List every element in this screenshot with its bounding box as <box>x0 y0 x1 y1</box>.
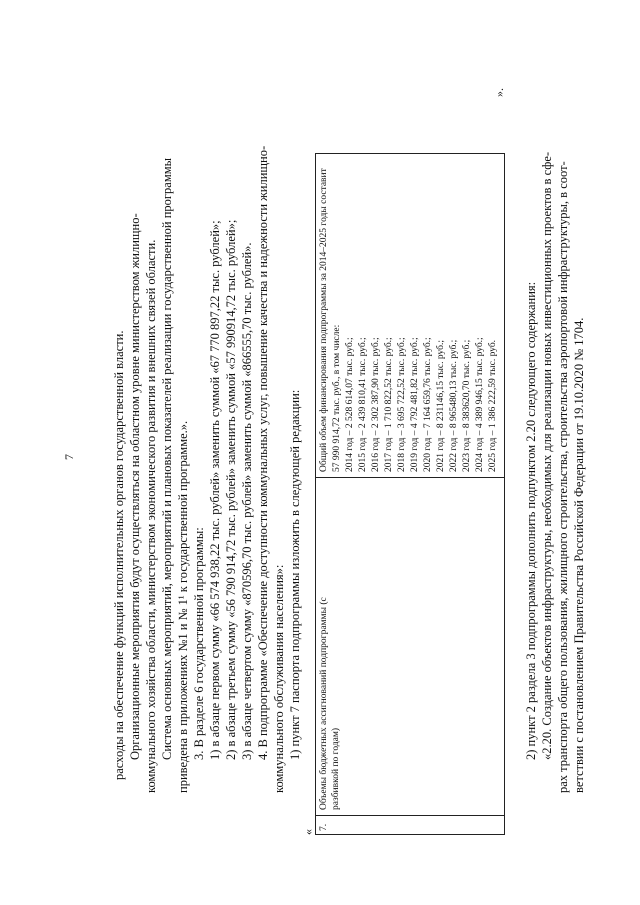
finance-line: 2021 год – 8 231146,15 тыс. руб.; <box>436 340 446 472</box>
finance-line: 2014 год – 2 528 614,07 тыс. руб.; <box>345 337 355 472</box>
finance-line: 2015 год – 2 439 810,41 тыс. руб.; <box>358 337 368 472</box>
after-paragraph-1: 2) пункт 2 раздела 3 подпрограммы дополнить подпунктом 2.20 следующего содержания: <box>524 281 538 760</box>
finance-line: 2018 год – 3 695 722,52 тыс. руб.; <box>397 337 407 472</box>
finance-line: 2022 год – 8 965480,13 тыс. руб.; <box>449 339 459 472</box>
paragraph-6: 3. В разделе 6 государственной программы: <box>192 527 206 760</box>
finance-line: 2024 год – 4 389 946,15 тыс. руб.; <box>475 337 485 472</box>
paragraph-12: 1) пункт 7 паспорта подпрограммы изложить в следующей редакции: <box>288 389 302 760</box>
paragraph-5: приведена в приложениях №1 и № 1¹ к государственной программе.». <box>176 420 190 793</box>
paragraph-11: коммунального обслуживания населения»: <box>272 564 286 793</box>
row-name-line-2: разбивкой по годам) <box>331 727 341 810</box>
after-paragraph-2: «2.20. Создание объектов инфраструктуры, необходимых для реализации новых инвестиционных проектов в сфе- <box>540 151 554 760</box>
paragraph-9: 3) в абзаце четвертом сумму «870596,70 тыс. рублей» заменить суммой «866555,70 тыс. рублей». <box>240 242 254 760</box>
finance-line: 2020 год – 7 164 659,76 тыс. руб.; <box>423 337 433 472</box>
finance-line: 2019 год – 4 792 481,82 тыс. руб.; <box>410 337 420 472</box>
finance-cell <box>316 154 504 478</box>
finance-line: 2025 год – 1 386 222,59 тыс. руб. <box>488 339 498 472</box>
paragraph-8: 2) в абзаце третьем сумму «56 790 914,72 тыс. рублей» заменить суммой «57 990914,72 тыс. рублей»; <box>224 219 238 760</box>
passport-table <box>315 153 505 835</box>
paragraph-7: 1) в абзаце первом сумму «66 574 938,22 тыс. рублей» заменить суммой «67 770 897,22 тыс. рублей»; <box>208 220 222 760</box>
open-quote: « <box>301 829 315 835</box>
paragraph-1: расходы на обеспечение функций исполнительных органов государственной власти. <box>112 330 126 780</box>
finance-line: Общий объем финансирования подпрограммы за 2014–2025 годы составит <box>319 168 329 472</box>
finance-line: 57 990 914,72 тыс. руб., в том числе: <box>332 324 342 472</box>
paragraph-3: коммунального хозяйства области, министерством экономического развития и внешних связей области. <box>144 239 158 793</box>
row-name-cell <box>316 477 504 816</box>
page-number: 7 <box>62 454 76 460</box>
paragraph-2: Организационные мероприятия будут осуществляться на областном уровне министерством жилищно- <box>128 213 142 760</box>
row-name-line-1: Объемы бюджетных ассигнований подпрограммы (с <box>319 597 329 810</box>
paragraph-4: Система основных мероприятий, мероприятий и плановых показателей реализации государственной программы <box>160 157 174 760</box>
finance-line: 2023 год – 8 383620,70 тыс. руб.; <box>462 339 472 472</box>
finance-line: 2016 год – 2 302 387,90 тыс. руб.; <box>371 337 381 472</box>
finance-line: 2017 год – 1 710 822,52 тыс. руб.; <box>384 337 394 472</box>
after-paragraph-3: рах транспорта общего пользования, жилищного строительства, строительства аэропортовой инфраструктуры, в соот- <box>556 161 570 793</box>
row-number: 7. <box>319 823 329 831</box>
after-paragraph-4: ветствии с постановлением Правительства Российской Федерации от 19.10.2020 № 1704. <box>572 317 586 793</box>
row-number-cell <box>316 815 504 834</box>
paragraph-10: 4. В подпрограмме «Обеспечение доступности коммунальных услуг, повышение качества и надежности жилищно- <box>256 145 270 760</box>
close-quote: ». <box>492 88 506 97</box>
